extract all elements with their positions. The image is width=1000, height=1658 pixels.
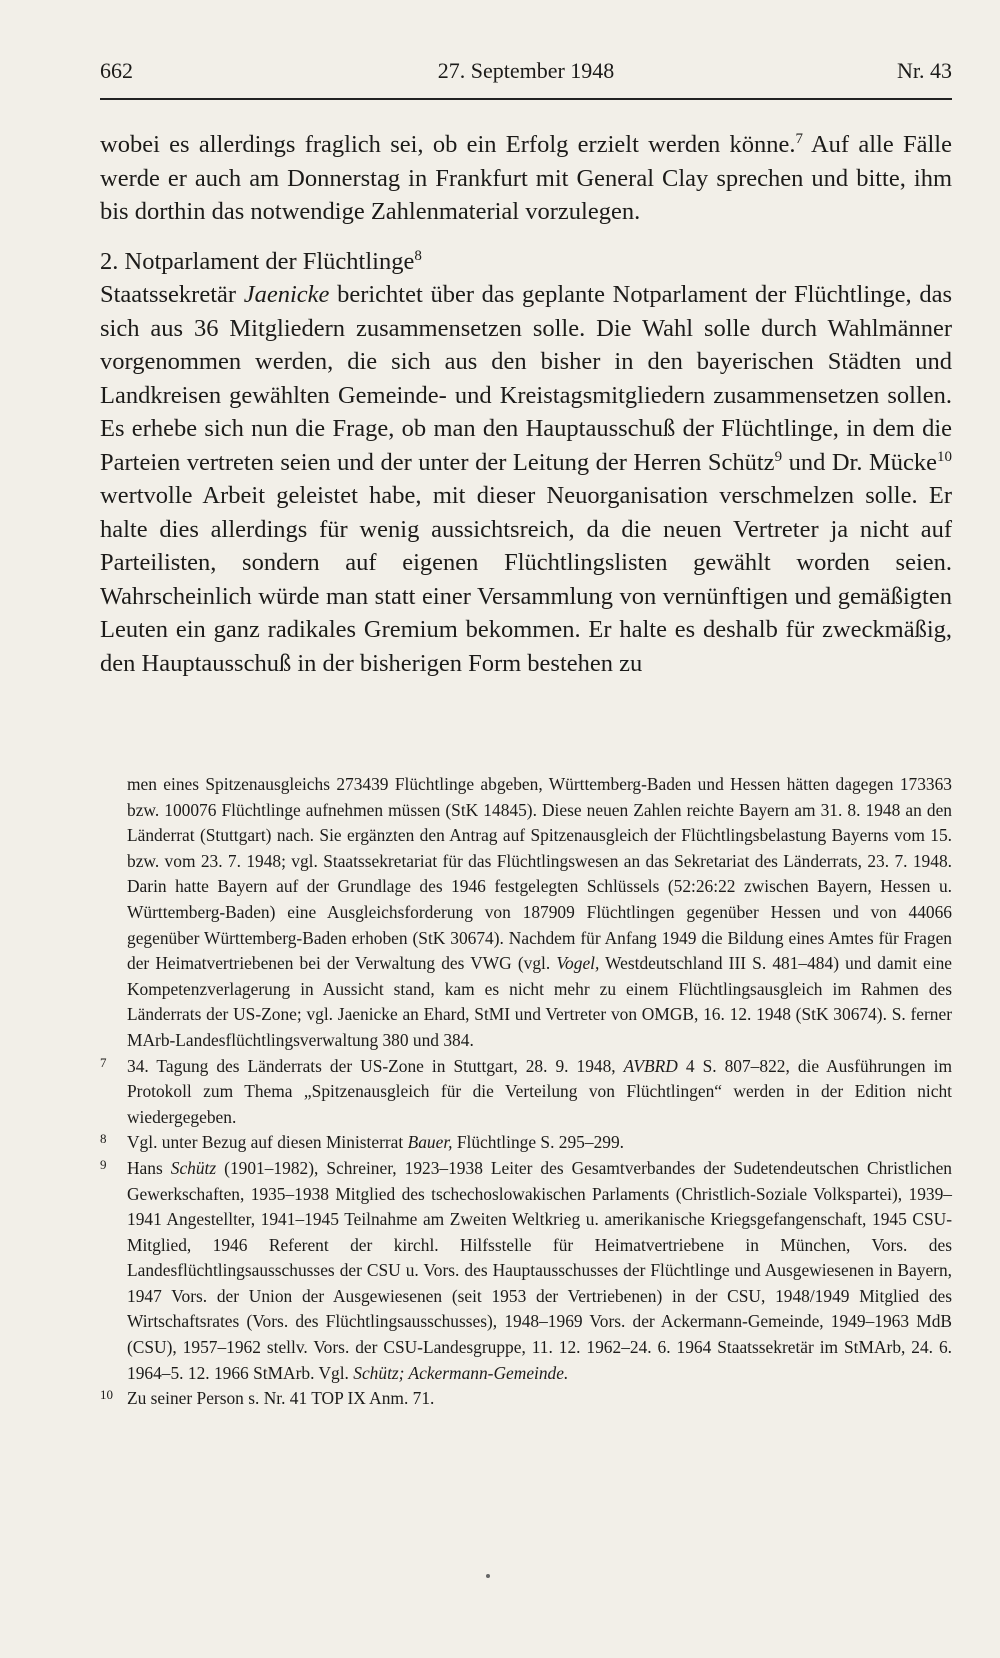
footnote-10: 10 Zu seiner Person s. Nr. 41 TOP IX Anm. 71. bbox=[100, 1387, 435, 1409]
main-text bbox=[100, 128, 952, 680]
running-header bbox=[100, 58, 952, 88]
ink-dot bbox=[486, 1574, 490, 1578]
person-name: Jaenicke bbox=[243, 281, 330, 308]
footnote-continuation: men eines Spitzenausgleichs 273439 Flüchtlinge abgeben, Württemberg-Baden und Hessen hätten dagegen 173363 bzw. 100076 Flüchtlinge aufnehmen müssen (StK 14845). Diese neuen Zahlen reichte Bayern am 31. 8. 1948 an den Länderrat (Stuttgart) nach. Sie ergänzten den Antrag auf Spitzenausgleich der Flüchtlingsbelastung Bayerns vom 15. bzw. vom 23. 7. 1948; vgl. Staatssekretariat für das Flüchtlingswesen an das Sekretariat des Länderrats, 23. 7. 1948. Darin hatte Bayern auf der Grundlage des 1946 festgelegten Schlüssels (52:26:22 zwischen Bayern, Hessen u. Württemberg-Baden) eine Ausgleichsforderung von 187909 Flüchtlingen gegenüber Hessen und von 44066 gegenüber Württemberg-Baden erhoben (StK 30674). Nachdem für Anfang 1949 die Bildung eines Amtes für Fragen der Heimatvertriebenen bei der Verwaltung des VWG (vgl. Vogel, Westdeutschland III S. 481–484) und damit eine Kompetenzverlagerung in Aussicht stand, kam es nicht mehr zu einem Flüchtlingsausgleich im Rahmen des Länderrats der US-Zone; vgl. Jaenicke an Ehard, StMI und Vertreter von OMGB, 16. 12. 1948 (StK 30674). S. ferner MArb-Landesflüchtlingsverwaltung 380 und 384. bbox=[127, 774, 953, 1050]
footnote-8: 8 Vgl. unter Bezug auf diesen Ministerrat Bauer, Flüchtlinge S. 295–299. bbox=[100, 1131, 625, 1153]
footnote-ref: 9 bbox=[774, 448, 783, 465]
footnote-ref: 10 bbox=[937, 448, 952, 465]
footnote-ref: 7 bbox=[795, 131, 804, 147]
paragraph: wobei es allerdings fraglich sei, ob ein Erfolg erzielt werden könne.$^7$ Auf alle Fälle werde er auch am Donnerstag in Frankfurt mit General Clay sprechen und bitte, ihm bis dorthin das notwendige Zahlenmaterial vorzulegen. bbox=[100, 131, 952, 225]
footnote-7: 7 34. Tagung des Länderrats der US-Zone in Stuttgart, 28. 9. 1948, AVBRD 4 S. 807–822, die Ausführungen im Protokoll zum Thema „Spitzenausgleich für die Verteilung von Flüchtlingen“ werden in der Edition nicht wiedergegeben. bbox=[100, 1054, 952, 1127]
paragraph: Staatssekretär Jaenicke berichtet über das geplante Notparlament der Flüchtlinge, das sich aus 36 Mitgliedern zusammensetzen solle. Die Wahl solle durch Wahlmänner vorgenommen werden, die sich aus den bisher in den bayerischen Städten und Landkreisen gewählten Gemeinde- und Kreistagsmitgliedern zusammensetzen sollen. Es erhebe sich nun die Frage, ob man den Hauptausschuß der Flüchtlinge, in dem die Parteien vertreten seien und der unter der Leitung der Herren Schütz$^9$ und Dr. Mücke$^{10}$ wertvolle Arbeit geleistet habe, mit dieser Neuorganisation verschmelzen solle. Er halte dies allerdings für wenig aussichtsreich, da die neuen Vertreter ja nicht auf Parteilisten, sondern auf eigenen Flüchtlingslisten gewählt worden seien. Wahrscheinlich würde man statt einer Versammlung von vernünftigen und gemäßigten Leuten ein ganz radikales Gremium bekommen. Er halte es deshalb für zweckmäßig, den Hauptausschuß in der bisherigen Form bestehen zu bbox=[100, 281, 952, 677]
page-number: 662 bbox=[100, 58, 133, 83]
section-heading: 2. Notparlament der Flüchtlinge$^8$ bbox=[100, 247, 422, 275]
footnote-9: 9 Hans Schütz (1901–1982), Schreiner, 1923–1938 Leiter des Gesamtverbandes der Sudetendeutschen Christlichen Gewerkschaften, 1935–1938 Mitglied des tschechoslowakischen Parlaments (Christlich-Soziale Volkspartei), 1939–1941 Angestellter, 1941–1945 Teilnahme am Zweiten Weltkrieg u. amerikanische Kriegsgefangenschaft, 1945 CSU-Mitglied, 1946 Referent der kirchl. Hilfsstelle für Heimatvertriebene in München, Vors. des Landesflüchtlingsausschusses der CSU u. Vors. des Hauptausschusses der Flüchtlinge und Ausgewiesenen in Bayern, 1947 Vors. der Union der Ausgewiesenen (seit 1953 der Vertriebenen) in der CSU, 1948/1949 Mitglied des Wirtschaftsrates (Vors. des Flüchtlingsausschusses), 1948–1969 Vors. der Ackermann-Gemeinde, 1949–1963 MdB (CSU), 1957–1962 stellv. Vors. der CSU-Landesgruppe, 11. 12. 1962–24. 6. 1964 Staatssekretär im StMArb, 24. 6. 1964–5. 12. 1966 StMArb. Vgl. Schütz; Ackermann-Gemeinde. bbox=[100, 1156, 953, 1383]
footnote-ref: 8 bbox=[414, 247, 422, 264]
header-rule bbox=[100, 98, 952, 100]
footnotes bbox=[100, 772, 952, 1412]
issue-number: Nr. 43 bbox=[897, 58, 952, 83]
header-date: 27. September 1948 bbox=[437, 58, 615, 83]
